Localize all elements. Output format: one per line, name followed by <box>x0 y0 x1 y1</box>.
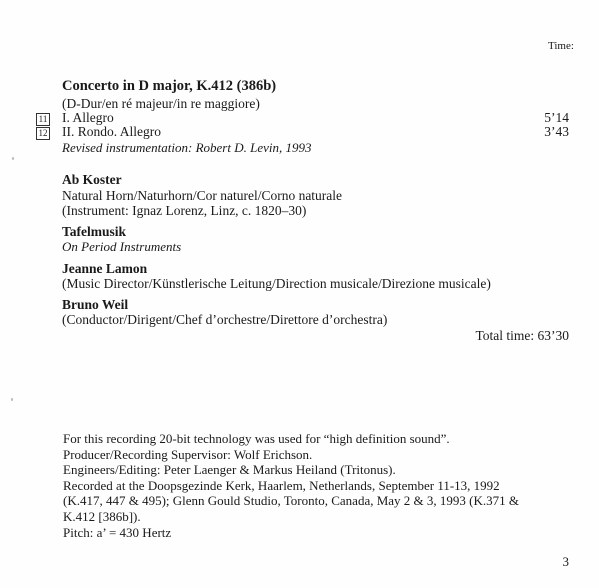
credit-line: K.412 [386b]). <box>63 508 141 524</box>
scan-speck <box>12 157 14 160</box>
track-duration: 5’14 <box>544 110 569 125</box>
work-title: Concerto in D major, K.412 (386b) <box>62 78 277 94</box>
track-number-box: 11 <box>36 113 50 126</box>
work-subtitle: (D-Dur/en ré majeur/in re maggiore) <box>62 96 260 111</box>
page-number: 3 <box>562 554 569 569</box>
scan-speck <box>11 398 13 401</box>
credit-line: (K.417, 447 & 495); Glenn Gould Studio, Toronto, Canada, May 2 & 3, 1993 (K.371 & <box>63 493 519 509</box>
performer-name: Jeanne Lamon <box>62 261 148 276</box>
performer-name: Tafelmusik <box>62 224 127 239</box>
credit-line: Recorded at the Doopsgezinde Kerk, Haarlem, Netherlands, September 11-13, 1992 <box>63 477 500 493</box>
performer-role: On Period Instruments <box>62 239 182 254</box>
credit-line: Producer/Recording Supervisor: Wolf Erichson. <box>63 446 313 462</box>
track-number-box: 12 <box>36 127 50 140</box>
performer-detail: (Instrument: Ignaz Lorenz, Linz, c. 1820–30) <box>62 203 307 218</box>
credit-line: Pitch: a’ = 430 Hertz <box>63 524 172 540</box>
instrumentation-note: Revised instrumentation: Robert D. Levin, 1993 <box>62 140 312 155</box>
track-title: II. Rondo. Allegro <box>62 124 161 139</box>
total-time: Total time: 63’30 <box>475 328 569 343</box>
credit-line: Engineers/Editing: Peter Laenger & Markus Heiland (Tritonus). <box>63 462 396 478</box>
performer-name: Ab Koster <box>62 172 122 187</box>
track-title: I. Allegro <box>62 110 114 125</box>
recording-credits <box>63 431 519 540</box>
credit-line: For this recording 20-bit technology was used for “high definition sound”. <box>63 431 450 446</box>
performer-role: (Music Director/Künstlerische Leitung/Direction musicale/Direzione musicale) <box>62 276 491 291</box>
performer-role: Natural Horn/Naturhorn/Cor naturel/Corno naturale <box>62 188 343 203</box>
time-column-header: Time: <box>548 40 574 52</box>
track-duration: 3’43 <box>544 124 569 139</box>
performer-name: Bruno Weil <box>62 297 129 312</box>
performer-role: (Conductor/Dirigent/Chef d’orchestre/Direttore d’orchestra) <box>62 312 388 327</box>
